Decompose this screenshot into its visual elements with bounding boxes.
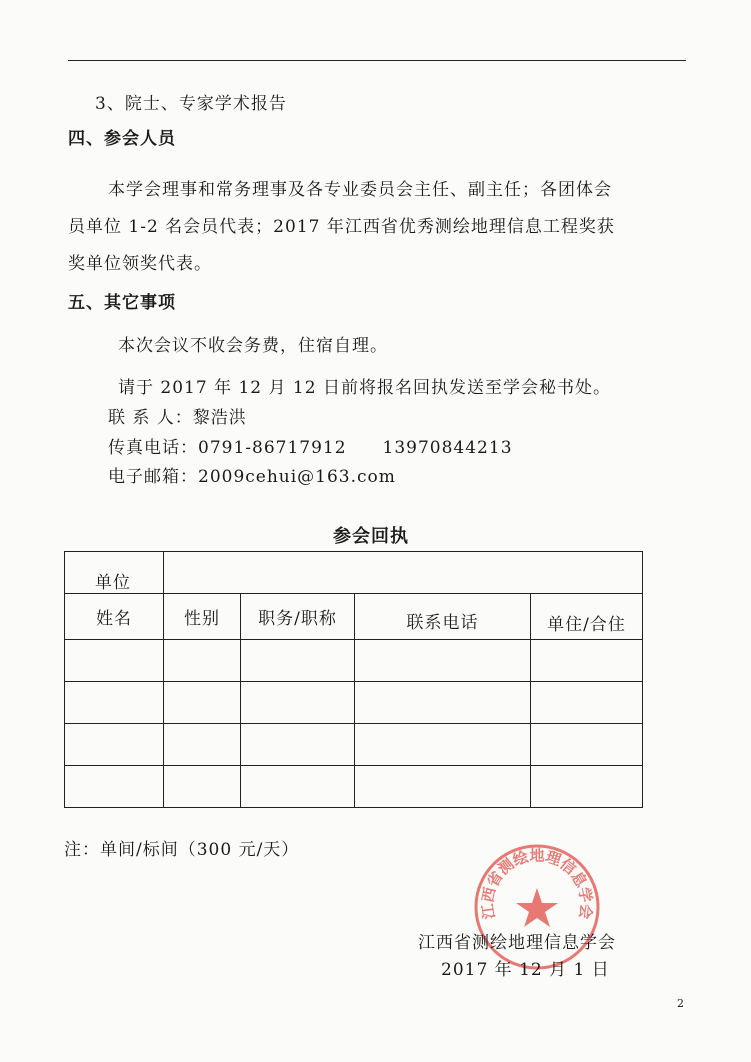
registration-form-table: [64, 551, 643, 808]
unit-label: 单位: [65, 552, 164, 594]
signature-date: 2017 年 12 月 1 日: [441, 960, 610, 980]
cell-title[interactable]: [241, 682, 355, 724]
cell-room[interactable]: [531, 766, 643, 808]
cell-name[interactable]: [65, 640, 164, 682]
table-row: [65, 724, 643, 766]
cell-gender[interactable]: [164, 682, 241, 724]
contact-email: 电子邮箱：2009cehui@163.com: [108, 467, 396, 487]
fee-note: 本次会议不收会务费，住宿自理。: [118, 336, 388, 356]
cell-title[interactable]: [241, 766, 355, 808]
contact-phone: 传真电话：0791-86717912 13970844213: [108, 438, 513, 458]
col-phone: 联系电话: [355, 594, 531, 640]
cell-room[interactable]: [531, 724, 643, 766]
cell-gender[interactable]: [164, 766, 241, 808]
deadline-note: 请于 2017 年 12 月 12 日前将报名回执发送至学会秘书处。: [118, 378, 611, 398]
section-4-heading: 四、参会人员: [68, 129, 176, 149]
cell-name[interactable]: [65, 766, 164, 808]
cell-room[interactable]: [531, 640, 643, 682]
cell-phone[interactable]: [355, 682, 531, 724]
table-row: [65, 682, 643, 724]
unit-row: [65, 552, 643, 594]
cell-phone[interactable]: [355, 640, 531, 682]
section-5-heading: 五、其它事项: [68, 293, 176, 313]
header-row: [65, 594, 643, 640]
col-title: 职务/职称: [241, 594, 355, 640]
cell-room[interactable]: [531, 682, 643, 724]
section-4-line-1: 本学会理事和常务理事及各专业委员会主任、副主任；各团体会: [108, 180, 612, 200]
table-row: [65, 766, 643, 808]
unit-input-cell[interactable]: [164, 552, 643, 594]
page-number: 2: [677, 997, 684, 1010]
col-room: 单住/合住: [531, 594, 643, 640]
cell-name[interactable]: [65, 724, 164, 766]
cell-title[interactable]: [241, 724, 355, 766]
svg-text:江西省测绘地理信息学会: 江西省测绘地理信息学会: [478, 846, 596, 921]
section-4-line-3: 奖单位领奖代表。: [68, 254, 212, 274]
cell-phone[interactable]: [355, 724, 531, 766]
item-3: 3、院士、专家学术报告: [95, 94, 287, 114]
col-gender: 性别: [164, 594, 241, 640]
contact-person: 联 系 人：黎浩洪: [108, 408, 247, 428]
form-title: 参会回执: [333, 526, 409, 547]
section-4-line-2: 员单位 1-2 名会员代表；2017 年江西省优秀测绘地理信息工程奖获: [68, 217, 615, 237]
cell-phone[interactable]: [355, 766, 531, 808]
cell-name[interactable]: [65, 682, 164, 724]
cell-gender[interactable]: [164, 640, 241, 682]
signature-org: 江西省测绘地理信息学会: [418, 933, 616, 953]
cell-gender[interactable]: [164, 724, 241, 766]
table-row: [65, 640, 643, 682]
room-price-note: 注：单间/标间（300 元/天）: [64, 840, 300, 860]
header-rule: [68, 60, 686, 61]
col-name: 姓名: [65, 594, 164, 640]
cell-title[interactable]: [241, 640, 355, 682]
